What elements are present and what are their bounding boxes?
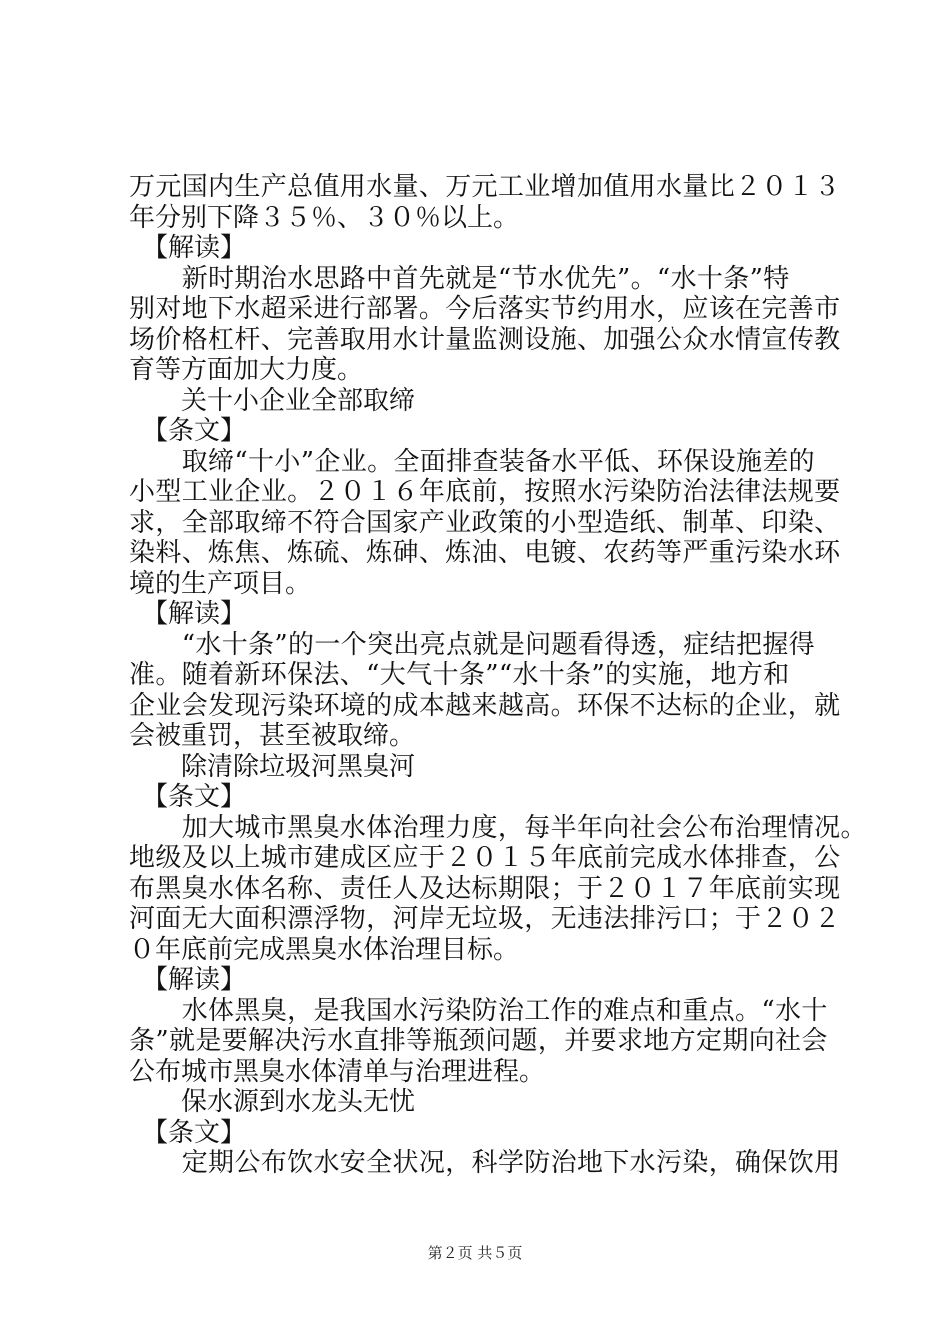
text-line: 别对地下水超采进行部署。今后落实节约用水，应该在完善市 <box>129 294 841 324</box>
text-line: 水体黑臭，是我国水污染防治工作的难点和重点。“水十 <box>129 995 828 1026</box>
text-line: 地级及以上城市建成区应于２０１５年底前完成水体排查，公 <box>129 843 841 873</box>
text-line: 育等方面加大力度。 <box>129 355 364 385</box>
text-line: 布黑臭水体名称、责任人及达标期限；于２０１７年底前实现 <box>129 873 841 904</box>
section-label: 【解读】 <box>129 233 247 263</box>
text-line: ０年底前完成黑臭水体治理目标。 <box>129 934 520 965</box>
text-line: 公布城市黑臭水体清单与治理进程。 <box>129 1056 546 1087</box>
text-line: 年分别下降３５％、３０％以上。 <box>129 202 520 233</box>
section-heading: 保水源到水龙头无忧 <box>129 1087 416 1117</box>
text-line: 境的生产项目。 <box>129 568 312 599</box>
section-heading: 关十小企业全部取缔 <box>129 385 416 416</box>
text-line: 取缔“十小”企业。全面排查装备水平低、环保设施差的 <box>129 446 816 477</box>
section-label: 【解读】 <box>129 965 247 995</box>
text-line: 场价格杠杆、完善取用水计量监测设施、加强公众水情宣传教 <box>129 324 841 355</box>
section-label: 【解读】 <box>129 599 247 629</box>
section-label: 【条文】 <box>129 416 247 446</box>
text-line: 万元国内生产总值用水量、万元工业增加值用水量比２０１３ <box>129 172 841 202</box>
text-line: 染料、炼焦、炼硫、炼砷、炼油、电镀、农药等严重污染水环 <box>129 538 841 568</box>
document-body <box>129 172 867 1179</box>
section-label: 【条文】 <box>129 1117 247 1148</box>
text-line: 准。随着新环保法、“大气十条”“水十条”的实施，地方和 <box>129 660 790 690</box>
text-line: 新时期治水思路中首先就是“节水优先”。“水十条”特 <box>129 263 790 294</box>
text-line: 定期公布饮水安全状况，科学防治地下水污染，确保饮用 <box>129 1148 841 1178</box>
page-number-footer: 第２页 共５页 <box>427 1244 523 1262</box>
text-line: 河面无大面积漂浮物，河岸无垃圾，无违法排污口；于２０２ <box>129 904 841 934</box>
section-heading: 除清除垃圾河黑臭河 <box>129 751 416 782</box>
text-line: 求，全部取缔不符合国家产业政策的小型造纸、制革、印染、 <box>129 507 841 538</box>
text-line: 企业会发现污染环境的成本越来越高。环保不达标的企业，就 <box>129 690 841 721</box>
text-line: 小型工业企业。２０１６年底前，按照水污染防治法律法规要 <box>129 477 841 507</box>
text-line: 会被重罚，甚至被取缔。 <box>129 721 416 751</box>
section-label: 【条文】 <box>129 782 247 812</box>
text-line: 加大城市黑臭水体治理力度，每半年向社会公布治理情况。 <box>129 812 867 843</box>
text-line: “水十条”的一个突出亮点就是问题看得透，症结把握得 <box>129 629 816 660</box>
text-line: 条”就是要解决污水直排等瓶颈问题，并要求地方定期向社会 <box>129 1026 828 1056</box>
